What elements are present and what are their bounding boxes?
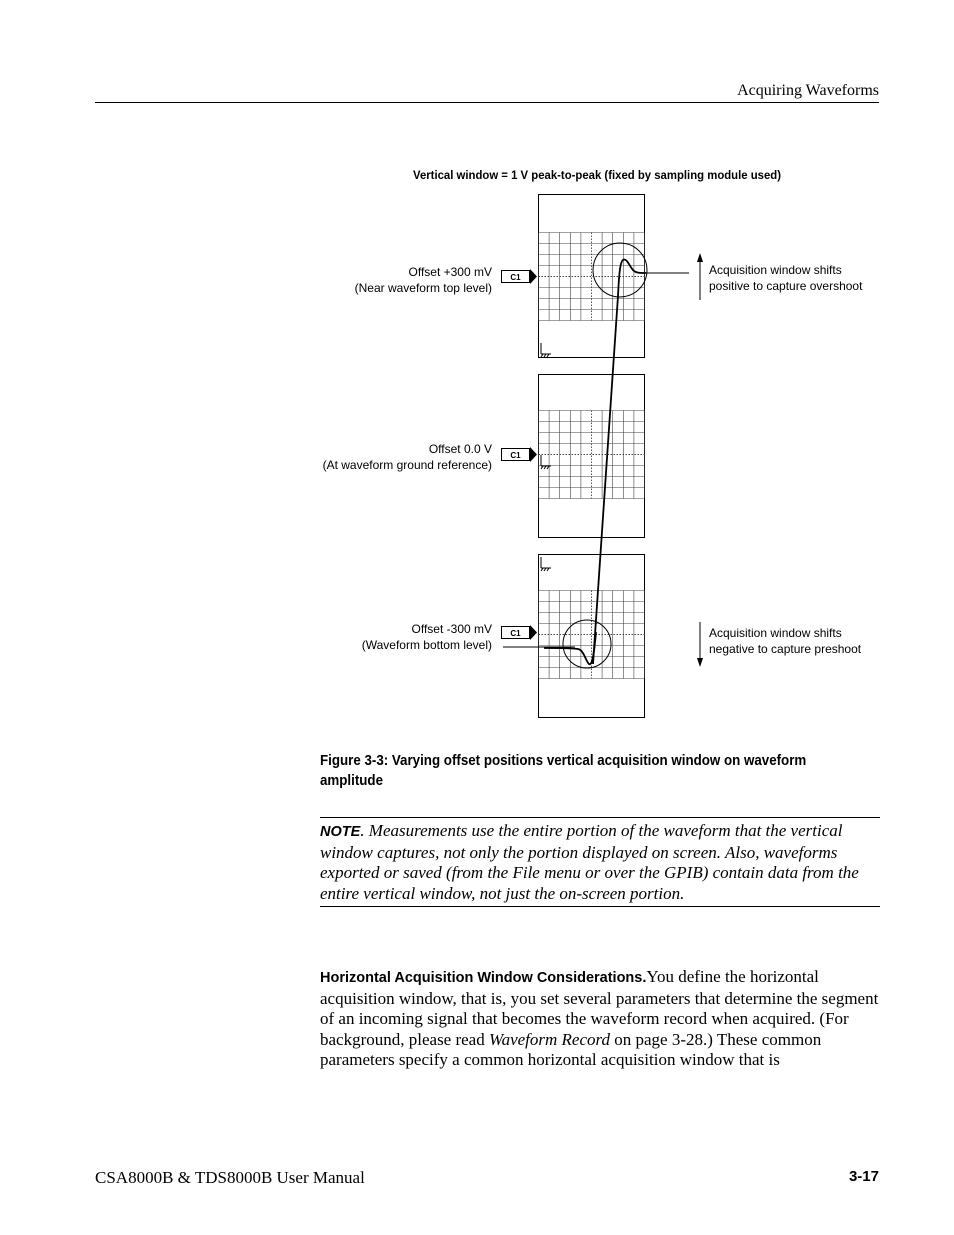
body-text-2: on page 3-28.) These common parameters specify a common horizontal acquisition window that is: [320, 1029, 822, 1069]
note-box: [320, 821, 880, 904]
offset-label-bottom: Offset -300 mV: [411, 622, 492, 636]
body-heading: Horizontal Acquisition Window Considerations.: [320, 970, 647, 986]
figure-caption: Figure 3-3: Varying offset positions vertical acquisition window on waveform amplitude: [320, 753, 807, 789]
annotation-bottom-line2: negative to capture preshoot: [709, 642, 862, 656]
note-rule-top: [320, 817, 880, 818]
offset-desc-top: (Near waveform top level): [354, 281, 492, 295]
channel-marker-middle: [502, 447, 538, 462]
ground-icon: [541, 455, 551, 469]
waveform-top-trace: [618, 259, 646, 296]
figure-title: Vertical window = 1 V peak-to-peak (fixed by sampling module used): [413, 168, 782, 182]
panel-bottom-graticule: [539, 591, 645, 679]
note-rule-bottom: [320, 906, 880, 907]
body-paragraph: [320, 967, 880, 1071]
channel-marker-top: [502, 269, 538, 284]
ground-icon: [541, 343, 551, 357]
annotation-top-line2: positive to capture overshoot: [709, 279, 863, 293]
annotation-top-line1: Acquisition window shifts: [709, 263, 842, 277]
channel-marker-bottom: [502, 625, 538, 640]
waveform-rising-edge: [593, 296, 618, 664]
offset-label-top: Offset +300 mV: [408, 265, 492, 279]
panel-middle-graticule: [539, 411, 645, 499]
offset-desc-middle: (At waveform ground reference): [322, 458, 492, 472]
footer-manual-title: CSA8000B & TDS8000B User Manual: [95, 1168, 365, 1187]
channel-label: C1: [510, 451, 521, 460]
footer-page-number: 3-17: [848, 1168, 879, 1185]
arrow-down-icon: [697, 622, 703, 667]
offset-desc-bottom: (Waveform bottom level): [361, 638, 492, 652]
ground-icon: [541, 557, 551, 571]
arrow-up-icon: [697, 253, 703, 300]
annotation-bottom-line1: Acquisition window shifts: [709, 626, 842, 640]
channel-label: C1: [510, 273, 521, 282]
channel-label: C1: [510, 629, 521, 638]
panel-top-graticule: [539, 233, 645, 321]
note-label: NOTE: [320, 824, 361, 840]
cross-reference: Waveform Record: [488, 1029, 611, 1049]
note-text: . Measurements use the entire portion of the waveform that the vertical window captures, not only the portion displayed on screen. Also, waveforms exported or saved (from the File menu or over the GPIB) contain data from the entire vertical window, not just the on-screen portion.: [320, 821, 859, 903]
section-header-title: Acquiring Waveforms: [737, 82, 879, 99]
offset-label-middle: Offset 0.0 V: [428, 442, 492, 456]
body-text-1: You define the horizontal acquisition window, that is, you set several parameters that determine the segment of an incoming signal that becomes the waveform record when acquired. (For background, please read: [320, 967, 879, 1049]
